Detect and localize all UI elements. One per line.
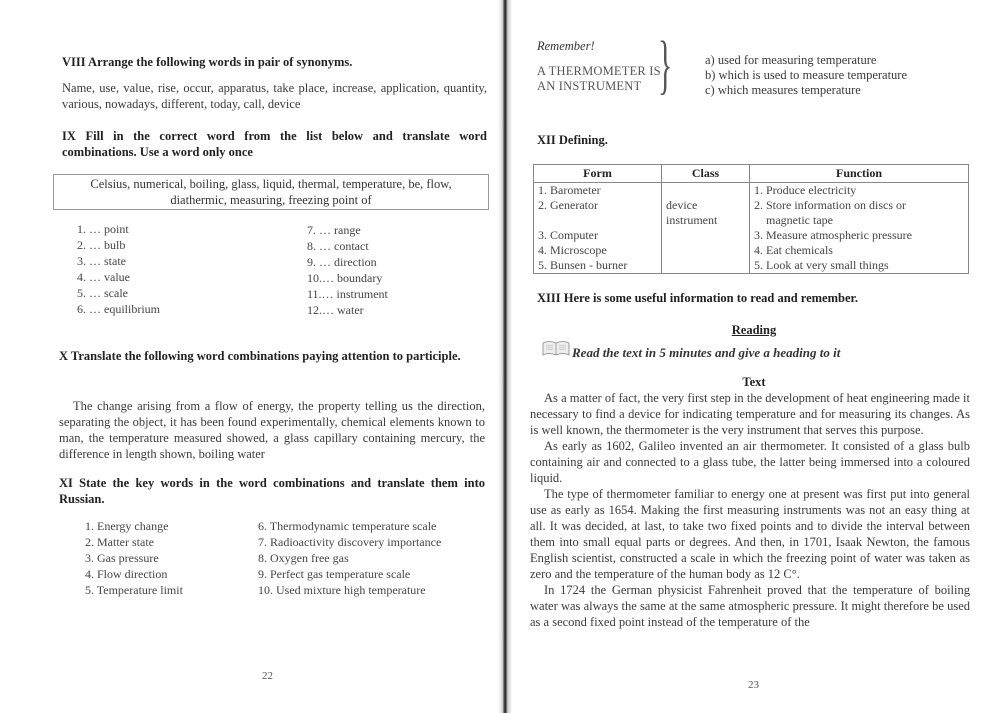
paragraph: In 1724 the German physicist Fahrenheit proved that the temperature of boiling water was always the same at the same atmospheric pressure. It might therefore be used as a second fixed point instead of the temperature of the bbox=[530, 583, 970, 629]
function-item: 2. Store information on discs or bbox=[754, 198, 906, 212]
list-item: 2. Matter state bbox=[85, 535, 154, 549]
exercise-12-heading: XII Defining. bbox=[537, 133, 608, 147]
list-item: 3. … state bbox=[77, 254, 126, 268]
word-list-box bbox=[53, 174, 489, 210]
right-page bbox=[508, 0, 1000, 713]
reading-instruction: Read the text in 5 minutes and give a heading to it bbox=[572, 345, 841, 360]
list-item: 10. Used mixture high temperature bbox=[258, 583, 426, 597]
paragraph: As early as 1602, Galileo invented an air thermometer. It consisted of a glass bulb containing air and connected to a glass tube, the latter being immersed into a coloured liquid. bbox=[530, 439, 970, 485]
remember-title: Remember! bbox=[537, 39, 595, 53]
exercise-11-heading: XI State the key words in the word combinations and translate them into Russian. bbox=[59, 476, 485, 506]
form-item: 3. Computer bbox=[538, 228, 598, 242]
option-b: b) which is used to measure temperature bbox=[705, 68, 908, 82]
remember-line-1: A THERMOMETER IS bbox=[537, 64, 661, 78]
function-column bbox=[750, 183, 969, 274]
list-item: 4. … value bbox=[77, 270, 130, 284]
class-column bbox=[662, 183, 750, 274]
function-item: 1. Produce electricity bbox=[754, 183, 857, 197]
exercise-10-text: The change arising from a flow of energy, the property telling us the direction, separating the object, it has been found experimentally, chemical elements known to man, the temperature measured showed, a glass capillary containing mercury, the difference in length shown, boiling water bbox=[59, 399, 485, 461]
form-column bbox=[534, 183, 662, 274]
list-item: 1. … point bbox=[77, 222, 129, 236]
text-title: Text bbox=[742, 375, 766, 389]
open-book-icon bbox=[542, 339, 570, 362]
list-item: 7. … range bbox=[307, 223, 361, 237]
exercise-9-list-right bbox=[307, 222, 388, 318]
exercise-8-text: Name, use, value, rise, occur, apparatus, take place, increase, application, quantity, various, nowadays, different, today, call, device bbox=[62, 81, 487, 111]
list-item: 3. Gas pressure bbox=[85, 551, 159, 565]
list-item: 5. … scale bbox=[77, 286, 128, 300]
exercise-9-list-left bbox=[77, 221, 160, 317]
page-number: 22 bbox=[262, 670, 273, 682]
list-item: 12.… water bbox=[307, 303, 364, 317]
remember-statement bbox=[537, 64, 661, 94]
list-item: 10.… boundary bbox=[307, 271, 383, 285]
form-item: 5. Bunsen - burner bbox=[538, 258, 628, 272]
column-header-form: Form bbox=[534, 165, 662, 183]
list-item: 11.… instrument bbox=[307, 287, 388, 301]
function-item: 3. Measure atmospheric pressure bbox=[754, 228, 912, 242]
exercise-10-heading: X Translate the following word combinations paying attention to participle. bbox=[59, 349, 461, 363]
list-item: 9. Perfect gas temperature scale bbox=[258, 567, 411, 581]
column-header-function: Function bbox=[750, 165, 969, 183]
list-item: 4. Flow direction bbox=[85, 567, 168, 581]
function-item: 5. Look at very small things bbox=[754, 258, 889, 272]
function-item: 4. Eat chemicals bbox=[754, 243, 833, 257]
list-item: 5. Temperature limit bbox=[85, 583, 183, 597]
list-item: 6. … equilibrium bbox=[77, 302, 160, 316]
exercise-13-heading: XIII Here is some useful information to read and remember. bbox=[537, 291, 859, 305]
form-item: 1. Barometer bbox=[538, 183, 601, 197]
list-item: 2. … bulb bbox=[77, 238, 126, 252]
form-item: 4. Microscope bbox=[538, 243, 607, 257]
class-item: device bbox=[666, 198, 698, 212]
option-c: c) which measures temperature bbox=[705, 83, 861, 97]
reading-title: Reading bbox=[731, 323, 777, 337]
class-item: instrument bbox=[666, 213, 718, 227]
exercise-11-list-right bbox=[258, 518, 441, 598]
word-list-line-1: Celsius, numerical, boiling, glass, liquid, thermal, temperature, be, flow, bbox=[90, 177, 452, 191]
defining-table bbox=[533, 164, 969, 274]
list-item: 6. Thermodynamic temperature scale bbox=[258, 519, 437, 533]
paragraph: The type of thermometer familiar to energy one at present was first put into general use as early as 1654. Making the first measuring instruments was not an easy thing at all. It was decided, at last, to take two fixed points and to divide the interval between them into small equal parts or degrees. And then, in 1701, Isaak Newton, the famous English scientist, constructed a scale in which the freezing point of water was taken as zero and the temperature of the human body as 12 C°. bbox=[530, 487, 970, 581]
exercise-9-heading: IX Fill in the correct word from the list below and translate word combinations. Use a word only once bbox=[62, 129, 487, 159]
exercise-11-list-left bbox=[85, 518, 183, 598]
paragraph: As a matter of fact, the very first step in the development of heat engineering made it necessary to find a device for indicating temperature and for measuring its changes. As is well known, the thermometer is the very instrument that serves this purpose. bbox=[530, 391, 970, 437]
list-item: 7. Radioactivity discovery importance bbox=[258, 535, 442, 549]
list-item: 1. Energy change bbox=[85, 519, 169, 533]
function-item: magnetic tape bbox=[766, 213, 833, 227]
column-header-class: Class bbox=[662, 165, 750, 183]
exercise-8-heading: VIII Arrange the following words in pair of synonyms. bbox=[62, 55, 353, 69]
word-list-line-2: diathermic, measuring, freezing point of bbox=[170, 193, 372, 207]
option-a: a) used for measuring temperature bbox=[705, 53, 877, 67]
form-item: 2. Generator bbox=[538, 198, 598, 212]
brace-icon: } bbox=[658, 28, 673, 101]
remember-options bbox=[705, 53, 907, 98]
list-item: 8. … contact bbox=[307, 239, 369, 253]
page-number: 23 bbox=[748, 679, 759, 691]
remember-line-2: AN INSTRUMENT bbox=[537, 79, 642, 93]
list-item: 8. Oxygen free gas bbox=[258, 551, 349, 565]
list-item: 9. … direction bbox=[307, 255, 377, 269]
reading-text bbox=[530, 390, 970, 630]
